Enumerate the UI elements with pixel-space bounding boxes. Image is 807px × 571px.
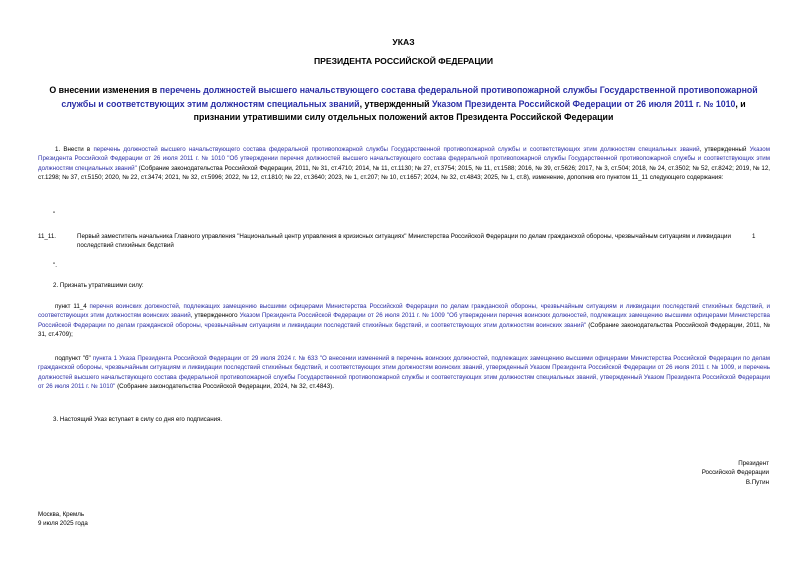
document-title <box>40 84 767 125</box>
item1-text-b: , утвержденный <box>699 146 750 153</box>
sub1-link-list[interactable]: перечня воинских должностей, подлежащих замещению высшими офицерами Министерства Российской Федерации по делам гражданской обороны, чрезвычайным ситуациям и ликвидации последствий стихийных бедствий, и соответствующих этим должностям воинских званий <box>38 303 771 320</box>
item1-text-c: (Собрание законодательства Российской Федерации, 2011, № 31, ст.4710; 2014, № 11, ст.1130; № 27, ст.3754; 2015, № 11, ст.1588; 2016, № 39, ст.5626; 2017, № 3, ст.504; 2018, № 24, ст.3502; № 52, ст.8242; 2019, № 12, ст.1298; № 37, ст.5150; 2020, № 22, ст.3474; 2021, № 32, ст.5996; 2022, № 12, ст.1810; № 22, ст.3640; 2023, № 1, ст.207; № 10, ст.1657; 2024, № 32, ст.4843; 2025, № 1, ст.8), изменение, дополнив его пунктом 11_11 следующего содержания: <box>38 164 770 182</box>
signature-role-1: Президент <box>738 460 769 467</box>
title-link-decree[interactable]: Указом Президента Российской Федерации от 26 июля 2011 г. № 1010 <box>431 98 736 109</box>
item-2-sub-1 <box>38 302 770 340</box>
item-3: 3. Настоящий Указ вступает в силу со дня его подписания. <box>53 416 223 423</box>
sub2-text-c: (Собрание законодательства Российской Федерации, 2024, № 32, ст.4843). <box>115 383 334 391</box>
row-number: 11_11. <box>38 233 57 240</box>
title-text-1: О внесении изменения в <box>49 85 160 95</box>
item-1 <box>38 145 770 183</box>
title-text-2: , утвержденный <box>359 98 432 109</box>
sub2-link-decree[interactable]: пункта 1 Указа Президента Российской Федерации от 29 июля 2024 г. № 633 "О внесении изменений в перечень воинских должностей, подлежащих замещению высшими офицерами Министерства Российской Федерации по делам гражданской обороны, чрезвычайным ситуациям и ликвидации последствий стихийных бедствий, и соответствующих этим должностям воинских званий, утвержденный Указом Президента Российской Федерации от 26 июля 2011 г. № 1009, и перечень должностей высшего начальствующего состава федеральной противопожарной службы Государственной противопожарной службы и соответствующих этим должностям специальных званий, утвержденный Указом Президента Российской Федерации от 26 июля 2011 г. № 1010" <box>38 355 770 391</box>
quote-close: ". <box>53 262 57 269</box>
sub2-text-a: подпункт "б" <box>55 355 93 362</box>
footer-place: Москва, Кремль <box>38 511 85 518</box>
sub1-text-a: пункт 11_4 <box>55 303 90 310</box>
sub1-text-c: (Собрание законодательства Российской Федерации, 2011, № 31, ст.4709); <box>38 321 770 339</box>
item-2-sub-2 <box>38 354 770 392</box>
row-position-text: Первый заместитель начальника Главного управления "Национальный центр управления в кризисных ситуациях" Министерства Российской Федерации по делам гражданской обороны, чрезвычайным ситуациям и ликвидации последствий стихийных бедствий <box>77 233 731 250</box>
sub1-link-decree[interactable]: Указом Президента Российской Федерации от 26 июля 2011 г. № 1009 "Об утверждении перечня воинских должностей, подлежащих замещению высшими офицерами Министерства Российской Федерации по делам гражданской обороны, чрезвычайным ситуациям и ликвидации последствий стихийных бедствий, и соответствующих этим должностям воинских званий" <box>38 312 770 329</box>
item1-link-decree[interactable]: Указом Президента Российской Федерации от 26 июля 2011 г. № 1010 "Об утверждении перечня должностей высшего начальствующего состава федеральной противопожарной службы Государственной противопожарной службы и соответствующих этим должностям специальных званий" <box>38 146 770 172</box>
signature-name: В.Путин <box>745 478 769 486</box>
quote-open: " <box>53 211 56 218</box>
footer-date: 9 июля 2025 года <box>38 520 88 528</box>
footer-block <box>38 510 88 529</box>
item1-link-list[interactable]: перечень должностей высшего начальствующего состава федеральной противопожарной службы Государственной противопожарной службы и соответствующих этим должностям специальных званий <box>93 146 700 153</box>
header-president: ПРЕЗИДЕНТА РОССИЙСКОЙ ФЕДЕРАЦИИ <box>313 56 494 66</box>
sub1-text-b: , утвержденного <box>190 312 240 320</box>
signature-role-2: Российской Федерации <box>701 469 769 477</box>
header-ukaz: УКАЗ <box>392 37 415 47</box>
item-2: 2. Признать утратившими силу: <box>53 282 144 289</box>
item1-text-a: 1. Внести в <box>55 146 94 153</box>
title-text-3: , и признании утратившими силу отдельных положений актов Президента Российской Федерации <box>193 98 746 122</box>
title-link-list[interactable]: перечень должностей высшего начальствующего состава федеральной противопожарной службы Государственной противопожарной службы и соответствующих этим должностям специальных званий <box>61 85 758 109</box>
row-rank: 1 <box>752 233 756 240</box>
signature-block <box>702 459 769 487</box>
